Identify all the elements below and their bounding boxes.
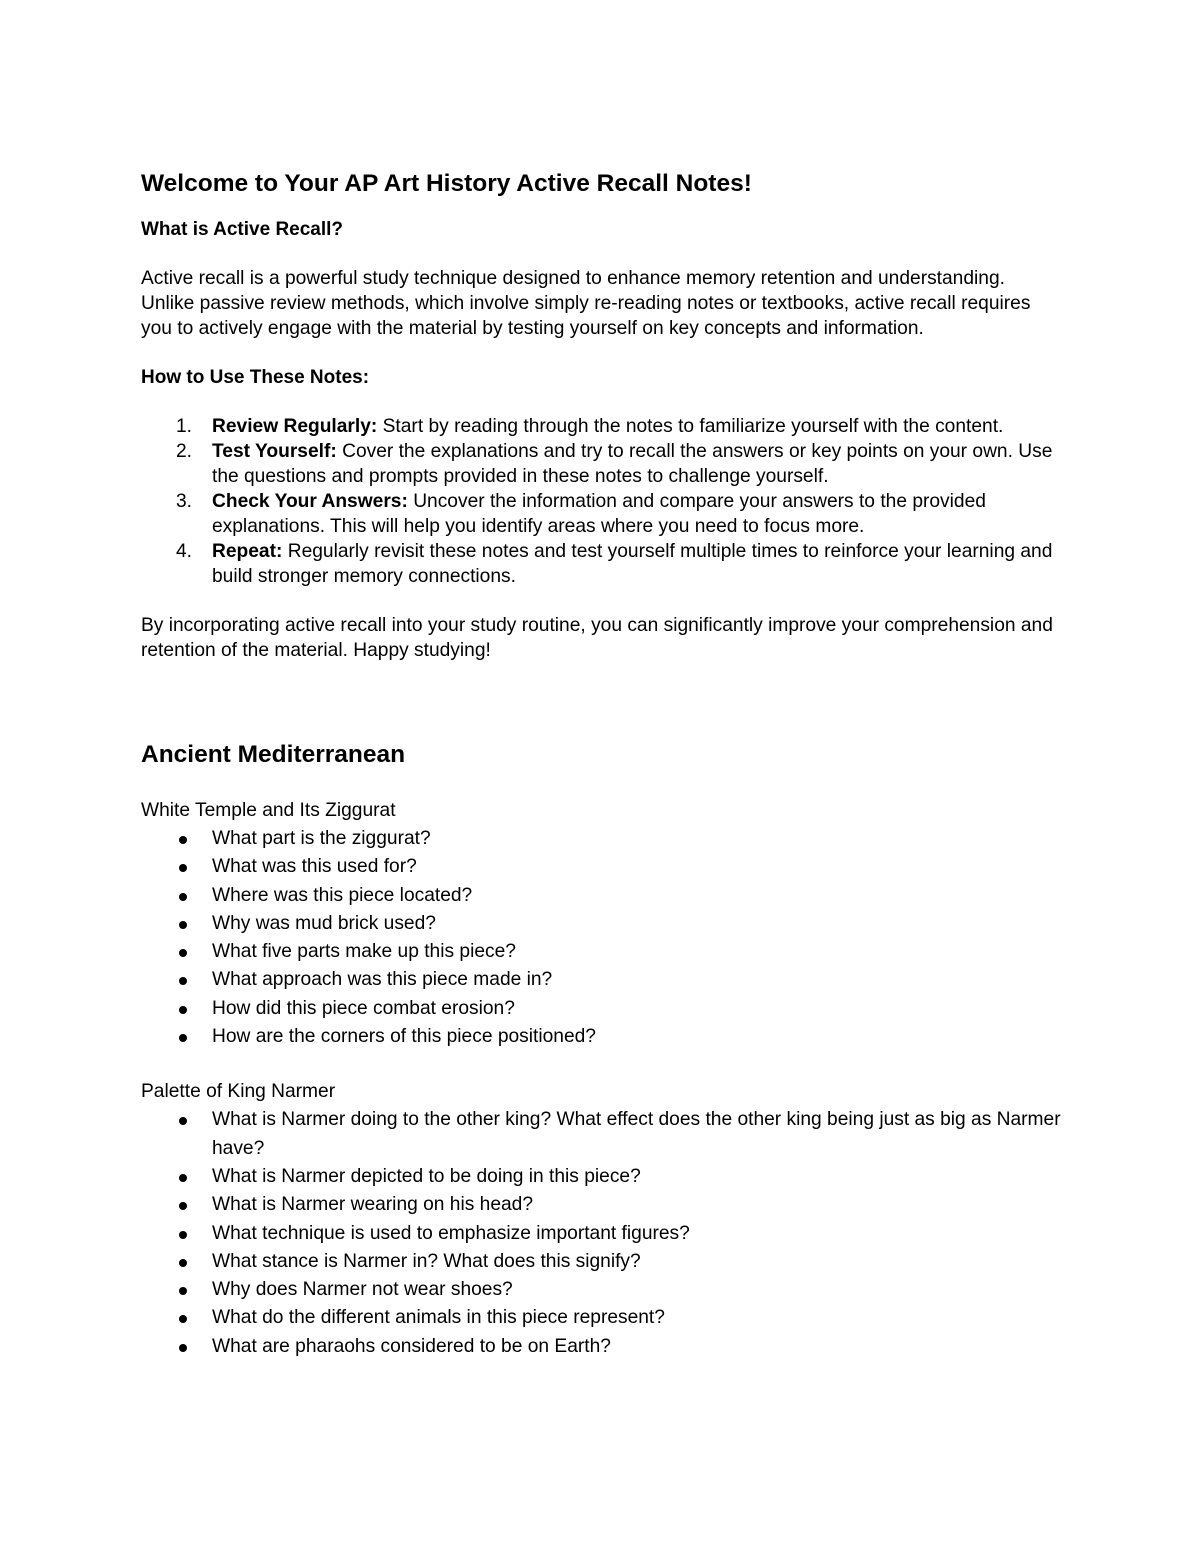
question-item bbox=[141, 882, 1061, 910]
question-text: What is Narmer depicted to be doing in this piece? bbox=[212, 1165, 641, 1187]
question-item bbox=[141, 1191, 1061, 1219]
bullet-icon bbox=[179, 1202, 187, 1210]
bullet-icon bbox=[179, 836, 187, 844]
question-item bbox=[141, 1276, 1061, 1304]
question-text: What are pharaohs considered to be on Earth? bbox=[212, 1335, 611, 1357]
bullet-icon bbox=[179, 921, 187, 929]
question-text: What approach was this piece made in? bbox=[212, 969, 553, 991]
question-item bbox=[141, 1163, 1061, 1191]
question-item bbox=[141, 1023, 1061, 1051]
steps-list bbox=[141, 414, 1061, 589]
step-text: Start by reading through the notes to familiarize yourself with the content. bbox=[377, 416, 1004, 437]
question-list bbox=[141, 825, 1061, 1051]
step-text: Cover the explanations and try to recall the answers or key points on your own. Use the questions and prompts provided in these notes to challenge yourself. bbox=[212, 441, 1053, 487]
question-text: What is Narmer doing to the other king? What effect does the other king being just as big as Narmer have? bbox=[212, 1109, 1061, 1159]
question-item bbox=[141, 1220, 1061, 1248]
bullet-icon bbox=[179, 1231, 187, 1239]
bullet-icon bbox=[179, 1315, 187, 1323]
document-content bbox=[141, 168, 1061, 1361]
question-text: What five parts make up this piece? bbox=[212, 941, 516, 963]
question-item bbox=[141, 938, 1061, 966]
step-text: Regularly revisit these notes and test yourself multiple times to reinforce your learning and build stronger memory connections. bbox=[212, 541, 1053, 587]
question-text: What is Narmer wearing on his head? bbox=[212, 1194, 534, 1216]
question-item bbox=[141, 825, 1061, 853]
question-text: How are the corners of this piece positioned? bbox=[212, 1026, 596, 1048]
question-text: What was this used for? bbox=[212, 856, 417, 878]
question-text: Why was mud brick used? bbox=[212, 912, 436, 934]
question-item bbox=[141, 853, 1061, 881]
question-item bbox=[141, 1304, 1061, 1332]
document-title: Welcome to Your AP Art History Active Recall Notes! bbox=[141, 170, 752, 197]
bullet-icon bbox=[179, 1344, 187, 1352]
step-item bbox=[141, 414, 1061, 439]
step-item bbox=[141, 539, 1061, 589]
step-item bbox=[141, 439, 1061, 489]
step-label: Test Yourself: bbox=[212, 441, 337, 462]
question-text: What do the different animals in this piece represent? bbox=[212, 1307, 665, 1329]
bullet-icon bbox=[179, 893, 187, 901]
what-is-paragraph: Active recall is a powerful study technique designed to enhance memory retention and understanding. Unlike passive review methods, which involve simply re-reading notes or textbooks, active recall requires you to actively engage with the material by testing yourself on key concepts and information. bbox=[141, 268, 1031, 339]
question-item bbox=[141, 1106, 1061, 1163]
question-item bbox=[141, 910, 1061, 938]
piece-title: Palette of King Narmer bbox=[141, 1081, 336, 1103]
section-title: Ancient Mediterranean bbox=[141, 741, 406, 768]
question-text: Why does Narmer not wear shoes? bbox=[212, 1279, 513, 1301]
step-label: Review Regularly: bbox=[212, 416, 378, 437]
question-item bbox=[141, 995, 1061, 1023]
step-label: Repeat: bbox=[212, 541, 283, 562]
question-text: Where was this piece located? bbox=[212, 884, 473, 906]
step-label: Check Your Answers: bbox=[212, 491, 408, 512]
step-number: 3. bbox=[176, 491, 193, 512]
bullet-icon bbox=[179, 1287, 187, 1295]
piece-title: White Temple and Its Ziggurat bbox=[141, 800, 396, 821]
how-to-heading: How to Use These Notes: bbox=[141, 367, 370, 388]
closing-paragraph: By incorporating active recall into your study routine, you can significantly improve your comprehension and retention of the material. Happy studying! bbox=[141, 615, 1053, 661]
what-is-heading: What is Active Recall? bbox=[141, 219, 344, 240]
question-text: What stance is Narmer in? What does this signify? bbox=[212, 1250, 641, 1272]
bullet-icon bbox=[179, 1259, 187, 1267]
step-number: 1. bbox=[176, 416, 193, 437]
question-item bbox=[141, 966, 1061, 994]
bullet-icon bbox=[179, 864, 187, 872]
bullet-icon bbox=[179, 1034, 187, 1042]
question-item bbox=[141, 1333, 1061, 1361]
bullet-icon bbox=[179, 977, 187, 985]
step-number: 2. bbox=[176, 441, 193, 462]
bullet-icon bbox=[179, 949, 187, 957]
question-item bbox=[141, 1248, 1061, 1276]
bullet-icon bbox=[179, 1117, 187, 1125]
step-text: Uncover the information and compare your answers to the provided explanations. This will help you identify areas where you need to focus more. bbox=[212, 491, 986, 537]
question-text: How did this piece combat erosion? bbox=[212, 997, 515, 1019]
bullet-icon bbox=[179, 1006, 187, 1014]
bullet-icon bbox=[179, 1174, 187, 1182]
step-number: 4. bbox=[176, 541, 193, 562]
question-list bbox=[141, 1106, 1061, 1361]
step-item bbox=[141, 489, 1061, 539]
question-text: What part is the ziggurat? bbox=[212, 828, 431, 849]
question-text: What technique is used to emphasize important figures? bbox=[212, 1222, 690, 1244]
